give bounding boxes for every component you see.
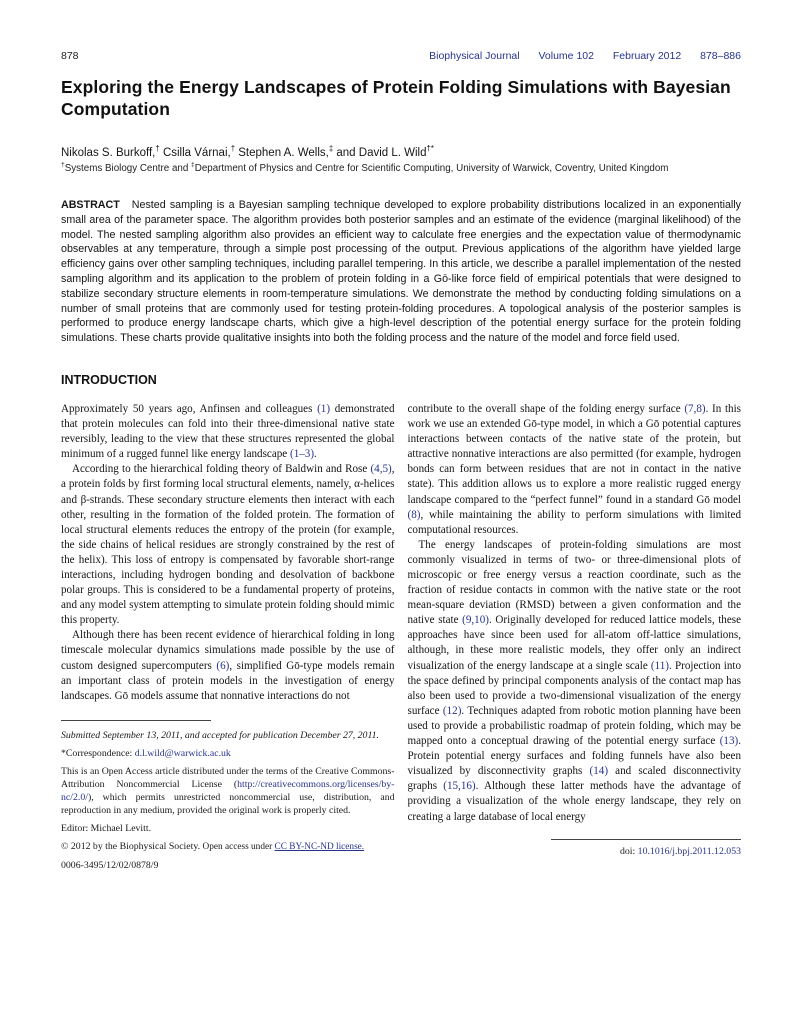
citation-ref[interactable]: (8) [407,508,421,521]
journal-info [429,50,741,62]
footnote-issn: 0006-3495/12/02/0878/9 [61,859,159,871]
correspondence-email-link[interactable]: d.l.wild@warwick.ac.uk [134,747,231,759]
abstract-label: ABSTRACT [61,199,120,211]
affiliation-mark: †* [426,144,434,154]
body-paragraph: contribute to the overall shape of the folding energy surface (7,8). In this work we use an extended Gō-type model, in which a Gō potential captures interactions between contacts of the native state of the protein, but attractive nonnative interactions are also permitted (for example, hydrogen bonds can form between residues that are not in contact in the native state). This addition allows us to explore a more realistic rugged energy landscape compared to the “perfect funnel” found in a standard Gō model (8), while maintaining the ability to perform simulations with limited computational resources. [407,402,741,536]
doi-block [408,839,742,857]
affiliation-mark: ‡ [328,144,334,154]
citation-ref[interactable]: (6) [216,659,230,672]
doi-label: doi: [619,845,638,857]
page-header [61,50,741,62]
body-paragraph: Although there has been recent evidence of hierarchical folding in long timescale molecular dynamics simulations made possible by the use of custom designed supercomputers (6), simplified Gō-type models remain an important class of protein models in the investigation of energy landscapes. Gō models assume that nonnative interactions do not [61,629,395,702]
footnote-copyright [61,840,395,854]
cc-license-link[interactable]: CC BY-NC-ND license. [274,841,365,852]
footnote-open-access [61,765,395,817]
correspondence-label: *Correspondence: [61,747,135,759]
journal-volume: Volume 102 [538,50,594,62]
body-paragraph: Approximately 50 years ago, Anfinsen and colleagues (1) demonstrated that protein molecules can fold into their three-dimensional native state reversibly, leading to the view that these structures represented the global minimum of a rugged funnel like energy landscape (1–3). [61,402,395,461]
footnote-correspondence [61,747,395,760]
citation-ref[interactable]: (11) [650,659,669,672]
left-column [61,402,395,877]
doi-line [408,846,742,857]
footnote-submitted: Submitted September 13, 2011, and accepted for publication December 27, 2011. [61,729,379,741]
citation-ref[interactable]: (9,10) [462,614,489,627]
body-paragraph: According to the hierarchical folding theory of Baldwin and Rose (4,5), a protein folds by first forming local structural elements, namely, α-helices and β-strands. These secondary structure elements then interact with each other, resulting in the formation of the folded protein. The formation of local structural elements reduces the entropy of the protein (for example, the side chains of helical residues are strongly constrained by the rest of the helix). This loss of entropy is compensated by favorable short-range interactions, including hydrogen bonding and desolvation of backbone polar groups. This is considered to be a fundamental property of proteins, and any model system attempting to simulate protein folding should mimic this property. [61,463,395,627]
open-access-text: This is an Open Access article distributed under the terms of the Creative Commons-Attribution Noncommercial License ( [61,765,395,790]
body-columns [61,402,741,877]
doi-rule [551,839,741,840]
journal-name: Biophysical Journal [429,50,520,62]
affiliation-mark: † [155,144,160,154]
open-access-text: ), which permits unrestricted noncommercial use, distribution, and reproduction in any medium, provided the original work is properly cited. [61,791,395,816]
body-paragraph: The energy landscapes of protein-folding simulations are most commonly visualized in terms of two- or three-dimensional plots of microscopic or free energy versus a reaction coordinate, such as the fraction of residue contacts in common with the native state or the root mean-square deviation (RMSD) between a given conformation and the native state (9,10). Originally developed for reduced lattice models, these approaches have since been used for all-atom off-lattice simulations, although, in these more realistic models, they offer only an indirect visualization of the energy landscape at a single scale (11). Projection into the space defined by principal components analysis of the contact map has also been used to provide a two-dimensional visualization of the energy surface (12). Techniques adapted from robotic motion planning have been used to provide a probabilistic roadmap of protein folding, which may be mapped onto a conceptual drawing of the potential energy surface (13). Protein potential energy surfaces and folding funnels have also been visualized by disconnectivity graphs (14) and scaled disconnectivity graphs (15,16). Although these latter methods have the advantage of providing a visualization of the whole energy landscape, they rely on creating a large database of local energy [407,538,741,823]
citation-ref[interactable]: (13) [719,735,739,748]
citation-ref[interactable]: (4,5) [370,463,392,476]
footnote-editor: Editor: Michael Levitt. [61,822,152,834]
citation-ref[interactable]: (12) [442,704,462,717]
journal-page-range: 878–886 [700,50,741,62]
authors-line: Nikolas S. Burkoff,† Csilla Várnai,† Stephen A. Wells,‡ and David L. Wild†* [61,144,434,159]
abstract-text: Nested sampling is a Bayesian sampling technique developed to explore probability distributions localized in an exponentially small area of the parameter space. The algorithm provides both posterior samples and an estimate of the evidence (marginal likelihood) of the model. The nested sampling algorithm also provides an efficient way to calculate free energies and the expectation value of thermodynamic observables at any temperature, through a simple post processing of the output. Previous applications of the algorithm have yielded large efficiency gains over other sampling techniques, including parallel tempering. In this article, we describe a parallel implementation of the nested sampling algorithm and its application to the problem of protein folding in a Gō-like force field of empirical potentials that were designed to stabilize secondary structure elements in room-temperature simulations. We demonstrate the method by conducting folding simulations on a number of small proteins that are commonly used for testing protein-folding procedures. A topological analysis of the posterior samples is performed to produce energy landscape charts, which give a high-level description of the potential energy surface for the protein folding simulations. These charts provide qualitative insights into both the folding process and the nature of the model and force field used. [61,199,741,345]
footnote-rule [61,720,211,721]
journal-date: February 2012 [612,50,682,62]
abstract-section [61,198,741,346]
citation-ref[interactable]: (14) [589,765,609,778]
footnote-block [61,720,395,872]
open-access-url-link[interactable]: http://creativecommons.org/licenses/by-nc/2.0/ [61,778,395,803]
citation-ref[interactable]: (15,16) [443,780,476,793]
doi-link[interactable]: 10.1016/j.bpj.2011.12.053 [637,845,741,857]
citation-ref[interactable]: (1–3) [290,448,315,461]
copyright-text: © 2012 by the Biophysical Society. [61,840,203,852]
affiliation-mark: ‡ [191,161,195,169]
page-number: 878 [61,50,79,62]
citation-ref[interactable]: (1) [317,402,331,415]
introduction-heading: INTRODUCTION [61,372,157,387]
affiliation-mark: † [230,144,236,154]
affiliation-mark: † [61,161,65,169]
citation-ref[interactable]: (7,8) [684,402,706,415]
copyright-open-access-text: Open access under [202,841,275,852]
right-column [408,402,742,877]
paper-title: Exploring the Energy Landscapes of Protein Folding Simulations with Bayesian Computation [61,77,731,119]
affiliation-line: †Systems Biology Centre and ‡Department of Physics and Centre for Scientific Computing, University of Warwick, Coventry, United Kingdom [61,161,669,174]
